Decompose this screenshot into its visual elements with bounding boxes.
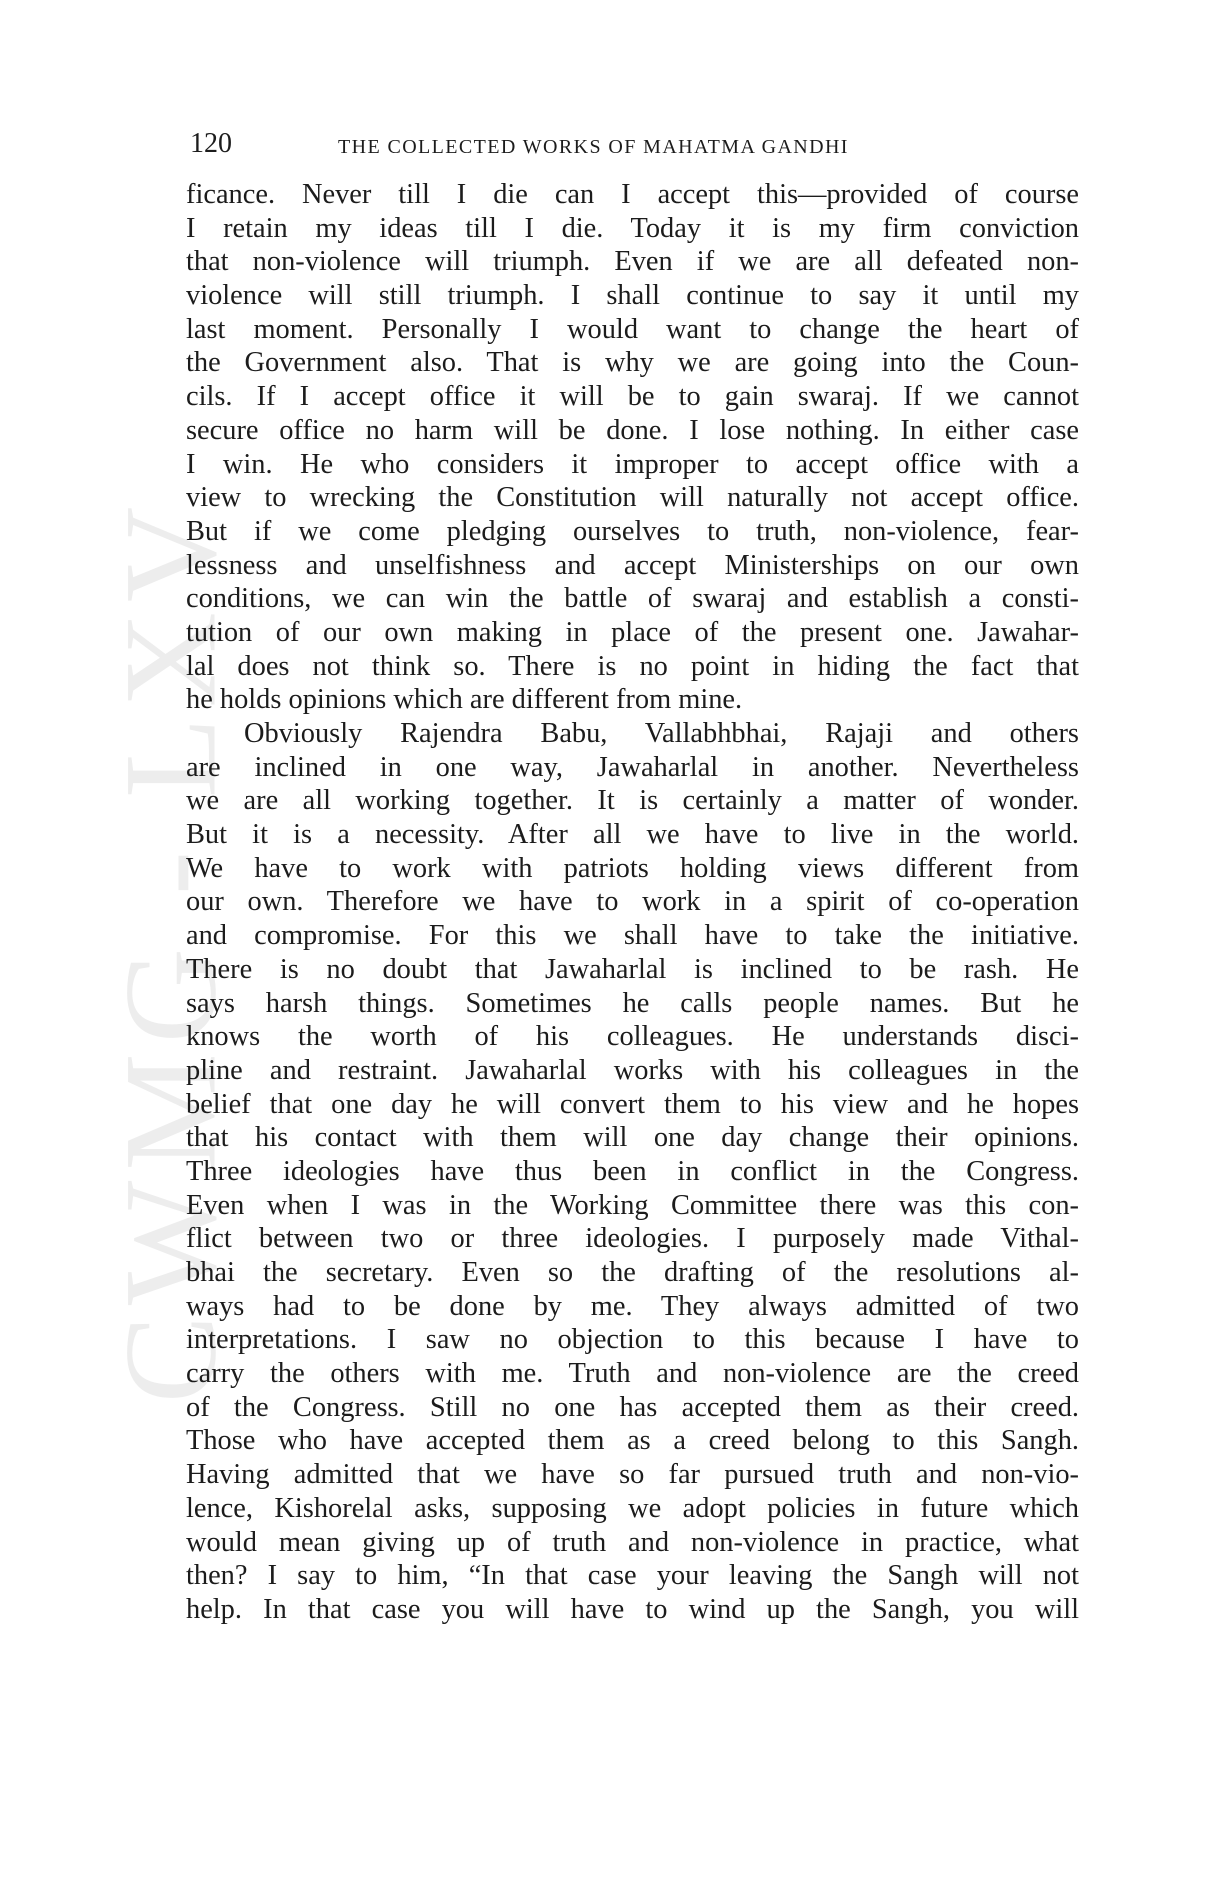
text-line: last moment. Personally I would want to change the heart of [186,313,1079,345]
text-line: would mean giving up of truth and non-violence in practice, what [186,1526,1079,1558]
paragraph-first-line: Obviously Rajendra Babu, Vallabhbhai, Rajaji and others [244,718,1079,749]
text-line: flict between two or three ideologies. I purposely made Vithal- [186,1223,1079,1255]
running-head: THE COLLECTED WORKS OF MAHATMA GANDHI [338,136,849,158]
text-line: Even when I was in the Working Committee there was this con- [186,1189,1079,1221]
text-line: Having admitted that we have so far pursued truth and non-vio- [186,1459,1079,1491]
text-line: says harsh things. Sometimes he calls people names. But he [186,987,1079,1019]
text-line: and compromise. For this we shall have to take the initiative. [186,920,1079,952]
text-line: belief that one day he will convert them to his view and he hopes [186,1088,1079,1120]
text-line: that his contact with them will one day change their opinions. [186,1122,1079,1154]
text-line: we are all working together. It is certainly a matter of wonder. [186,785,1079,817]
text-line: violence will still triumph. I shall continue to say it until my [186,280,1079,312]
text-line: I win. He who considers it improper to accept office with a [186,448,1079,480]
text-line: cils. If I accept office it will be to gain swaraj. If we cannot [186,381,1079,413]
text-line: then? I say to him, “In that case your leaving the Sangh will not [186,1560,1079,1592]
text-line: conditions, we can win the battle of swaraj and establish a consti- [186,583,1079,615]
text-line: the Government also. That is why we are going into the Coun- [186,347,1079,379]
text-line: We have to work with patriots holding views different from [186,852,1079,884]
text-line: lessness and unselfishness and accept Ministerships on our own [186,549,1079,581]
text-line: help. In that case you will have to wind up the Sangh, you will [186,1593,1079,1625]
text-line: There is no doubt that Jawaharlal is inclined to be rash. He [186,953,1079,985]
text-line: lence, Kishorelal asks, supposing we adopt policies in future which [186,1492,1079,1524]
text-line: lal does not think so. There is no point in hiding the fact that [186,650,1079,682]
paragraph-end-line: he holds opinions which are different from mine. [186,684,743,716]
text-line: view to wrecking the Constitution will naturally not accept office. [186,482,1079,514]
text-line: are inclined in one way, Jawaharlal in another. Nevertheless [186,751,1079,783]
text-line: Three ideologies have thus been in conflict in the Congress. [186,1155,1079,1187]
text-line: pline and restraint. Jawaharlal works with his colleagues in the [186,1054,1079,1086]
text-line: knows the worth of his colleagues. He understands disci- [186,1021,1079,1053]
text-line: bhai the secretary. Even so the drafting of the resolutions al- [186,1257,1079,1288]
watermark-text: CWMG - LXV [96,496,244,1404]
text-line: tution of our own making in place of the present one. Jawahar- [186,616,1079,648]
text-line: interpretations. I saw no objection to this because I have to [186,1324,1079,1356]
text-line: that non-violence will triumph. Even if we are all defeated non- [186,246,1079,278]
text-line: But if we come pledging ourselves to truth, non-violence, fear- [186,515,1079,547]
text-line: But it is a necessity. After all we have to live in the world. [186,819,1079,851]
page-header [190,124,1078,164]
text-line: Those who have accepted them as a creed belong to this Sangh. [186,1425,1079,1457]
page-number: 120 [190,128,232,159]
body-text [186,178,1079,1627]
text-line: I retain my ideas till I die. Today it is my firm conviction [186,212,1079,244]
text-line: secure office no harm will be done. I lose nothing. In either case [186,414,1079,446]
text-line: of the Congress. Still no one has accepted them as their creed. [186,1391,1079,1423]
text-line: carry the others with me. Truth and non-violence are the creed [186,1358,1079,1390]
text-line: ficance. Never till I die can I accept this—provided of course [186,179,1079,210]
text-line: our own. Therefore we have to work in a spirit of co-operation [186,886,1079,918]
text-line: ways had to be done by me. They always admitted of two [186,1290,1079,1322]
